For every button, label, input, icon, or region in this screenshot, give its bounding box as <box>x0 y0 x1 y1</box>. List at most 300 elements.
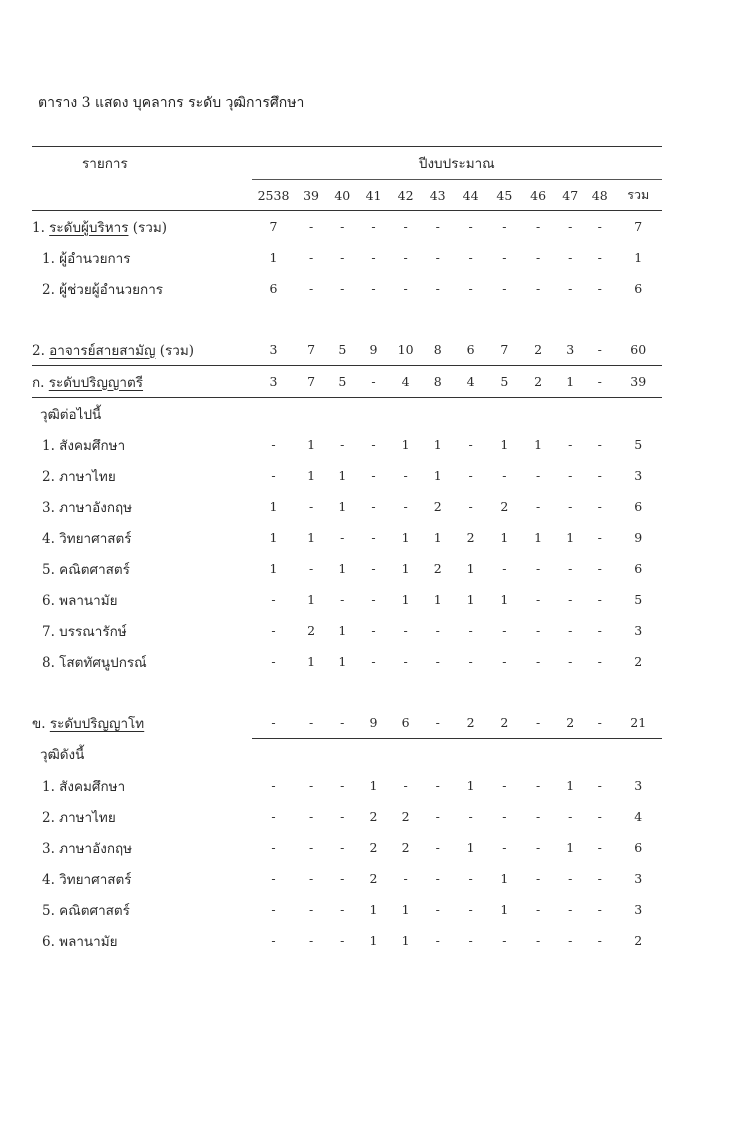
value-cell: 1 <box>466 778 475 793</box>
table-body <box>32 211 662 957</box>
table-row <box>32 522 662 553</box>
value-cell: - <box>502 219 507 234</box>
value-cell: - <box>371 592 376 607</box>
value-cell: 1 <box>307 654 316 669</box>
value-cell: - <box>403 499 408 514</box>
table-row <box>32 273 662 304</box>
value-cell: 1 <box>401 530 410 545</box>
value-cell: - <box>271 654 276 669</box>
row-label: วุฒิต่อไปนี้ <box>40 406 102 423</box>
value-cell: - <box>597 654 602 669</box>
row-prefix: ก. <box>32 374 49 391</box>
row-label: 2. ภาษาไทย <box>42 468 116 485</box>
value-cell: 8 <box>422 334 453 366</box>
row-label <box>32 707 252 739</box>
value-cell: 1 <box>307 530 316 545</box>
value-cell: - <box>536 219 541 234</box>
value-cell: - <box>597 561 602 576</box>
value-cell: 7 <box>295 334 326 366</box>
value-cell: - <box>271 437 276 452</box>
value-cell: 6 <box>453 334 488 366</box>
value-cell: 2 <box>634 654 643 669</box>
row-label: 1. สังคมศึกษา <box>42 778 126 795</box>
value-cell: 1 <box>338 499 347 514</box>
value-cell: - <box>536 592 541 607</box>
value-cell: - <box>308 840 314 855</box>
value-cell: - <box>340 840 345 855</box>
value-cell: 60 <box>615 334 663 366</box>
value-cell: - <box>403 281 408 296</box>
value-cell: - <box>568 871 573 886</box>
value-cell: - <box>340 871 345 886</box>
value-cell: 2 <box>555 707 585 739</box>
value-cell: - <box>568 437 573 452</box>
value-cell: - <box>502 654 507 669</box>
value-cell: - <box>435 219 440 234</box>
value-cell: - <box>371 499 376 514</box>
value-cell: 10 <box>389 334 422 366</box>
row-heading: ระดับปริญญาโท <box>49 715 145 732</box>
year-header-cell: 42 <box>389 180 422 211</box>
value-cell: 8 <box>422 366 453 398</box>
value-cell: 9 <box>358 707 389 739</box>
year-header-cell: 45 <box>488 180 521 211</box>
value-cell: - <box>308 250 314 265</box>
value-cell: 5 <box>634 592 643 607</box>
value-cell: - <box>371 281 376 296</box>
value-cell: - <box>403 219 408 234</box>
value-cell: - <box>371 561 376 576</box>
value-cell: 21 <box>615 707 663 739</box>
row-heading: ระดับผู้บริหาร <box>49 219 129 236</box>
value-cell: 1 <box>534 437 543 452</box>
table-row <box>32 646 662 677</box>
value-cell: 1 <box>466 592 475 607</box>
value-cell: - <box>308 778 314 793</box>
value-cell: 3 <box>634 778 643 793</box>
budget-year-header: ปีงบประมาณ <box>252 147 662 180</box>
value-cell: 3 <box>252 334 296 366</box>
value-cell: - <box>468 623 473 638</box>
value-cell: 5 <box>634 437 643 452</box>
year-header-cell: 47 <box>555 180 585 211</box>
value-cell: 1 <box>307 437 316 452</box>
value-cell: - <box>568 281 573 296</box>
value-cell: - <box>468 933 473 948</box>
value-cell: 6 <box>634 281 643 296</box>
table-row <box>32 334 662 366</box>
table-row <box>32 677 662 707</box>
value-cell: - <box>468 499 473 514</box>
value-cell: 1 <box>338 561 347 576</box>
value-cell: 1 <box>634 250 643 265</box>
value-cell: - <box>327 707 358 739</box>
value-cell: - <box>403 871 408 886</box>
year-header-cell: 41 <box>358 180 389 211</box>
value-cell: - <box>468 250 473 265</box>
value-cell: 4 <box>453 366 488 398</box>
table-row <box>32 832 662 863</box>
value-cell: - <box>271 902 276 917</box>
row-suffix: (รวม) <box>128 219 168 236</box>
value-cell: - <box>271 623 276 638</box>
value-cell: - <box>536 499 541 514</box>
value-cell: - <box>536 902 541 917</box>
value-cell: 1 <box>401 902 410 917</box>
value-cell: - <box>568 592 573 607</box>
value-cell: 1 <box>401 592 410 607</box>
value-cell: - <box>271 933 276 948</box>
value-cell: 1 <box>500 437 509 452</box>
value-cell: - <box>568 499 573 514</box>
value-cell: 39 <box>615 366 663 398</box>
value-cell: - <box>536 840 541 855</box>
value-cell: - <box>340 250 345 265</box>
value-cell: - <box>536 281 541 296</box>
value-cell: 2 <box>634 933 643 948</box>
table-row <box>32 894 662 925</box>
value-cell: - <box>308 561 314 576</box>
value-cell: - <box>403 623 408 638</box>
value-cell: - <box>568 561 573 576</box>
value-cell: - <box>468 281 473 296</box>
value-cell: - <box>435 840 440 855</box>
value-cell: - <box>468 437 473 452</box>
value-cell: - <box>468 902 473 917</box>
value-cell: 4 <box>389 366 422 398</box>
value-cell: - <box>308 219 314 234</box>
value-cell: - <box>295 707 326 739</box>
value-cell: - <box>403 250 408 265</box>
value-cell: - <box>371 623 376 638</box>
value-cell: 5 <box>488 366 521 398</box>
table-row <box>32 584 662 615</box>
value-cell: 1 <box>500 592 509 607</box>
table-row <box>32 739 662 771</box>
value-cell: - <box>271 840 276 855</box>
value-cell: - <box>340 219 345 234</box>
row-label: 2. ภาษาไทย <box>42 809 116 826</box>
year-header-cell: รวม <box>615 180 663 211</box>
value-cell: - <box>536 871 541 886</box>
row-heading: ระดับปริญญาตรี <box>48 374 144 391</box>
value-cell: - <box>597 902 602 917</box>
table-row <box>32 553 662 584</box>
row-label: 4. วิทยาศาสตร์ <box>42 871 132 888</box>
row-label: 2. ผู้ช่วยผู้อำนวยการ <box>42 281 164 298</box>
value-cell: 1 <box>338 468 347 483</box>
value-cell: 6 <box>634 840 643 855</box>
value-cell: - <box>308 499 314 514</box>
row-label: 7. บรรณารักษ์ <box>42 623 127 640</box>
value-cell: - <box>568 250 573 265</box>
value-cell: - <box>568 219 573 234</box>
value-cell: - <box>536 809 541 824</box>
value-cell: - <box>568 933 573 948</box>
value-cell: 9 <box>358 334 389 366</box>
value-cell: - <box>597 499 602 514</box>
value-cell: 3 <box>634 871 643 886</box>
value-cell: - <box>435 902 440 917</box>
value-cell: - <box>468 809 473 824</box>
value-cell: - <box>597 933 602 948</box>
value-cell: 1 <box>338 623 347 638</box>
value-cell: - <box>597 871 602 886</box>
value-cell: 3 <box>634 623 643 638</box>
value-cell: 1 <box>369 778 378 793</box>
row-label: 8. โสตทัศนูปกรณ์ <box>42 654 147 671</box>
value-cell: - <box>597 592 602 607</box>
value-cell: 5 <box>327 366 358 398</box>
value-cell: - <box>536 468 541 483</box>
value-cell: - <box>468 871 473 886</box>
value-cell: - <box>371 654 376 669</box>
value-cell: - <box>585 366 615 398</box>
value-cell: 3 <box>634 468 643 483</box>
value-cell: 2 <box>401 809 410 824</box>
year-header-cell: 39 <box>295 180 326 211</box>
value-cell: - <box>340 902 345 917</box>
value-cell: 1 <box>401 561 410 576</box>
value-cell: 2 <box>521 334 556 366</box>
year-header-row <box>32 180 662 211</box>
value-cell: - <box>308 281 314 296</box>
year-header-cell: 2538 <box>252 180 296 211</box>
value-cell: 2 <box>521 366 556 398</box>
year-header-cell: 43 <box>422 180 453 211</box>
value-cell: - <box>371 437 376 452</box>
value-cell: - <box>502 281 507 296</box>
row-prefix: ข. <box>32 715 50 732</box>
value-cell: - <box>435 654 440 669</box>
value-cell: - <box>597 468 602 483</box>
value-cell: 1 <box>369 902 378 917</box>
value-cell: 1 <box>534 530 543 545</box>
value-cell: 1 <box>500 902 509 917</box>
row-label: 4. วิทยาศาสตร์ <box>42 530 132 547</box>
value-cell: - <box>536 561 541 576</box>
value-cell: - <box>536 654 541 669</box>
value-cell: 7 <box>634 219 643 234</box>
value-cell: - <box>597 281 602 296</box>
value-cell: - <box>308 809 314 824</box>
value-cell: - <box>308 902 314 917</box>
value-cell: - <box>308 933 314 948</box>
value-cell: - <box>435 778 440 793</box>
value-cell: 1 <box>566 840 575 855</box>
table-caption: ตาราง 3 แสดง บุคลากร ระดับ วุฒิการศึกษา <box>38 95 305 111</box>
row-heading: อาจารย์สายสามัญ <box>49 342 156 359</box>
value-cell: 1 <box>500 530 509 545</box>
value-cell: 3 <box>252 366 296 398</box>
row-suffix: (รวม) <box>155 342 195 359</box>
value-cell: 1 <box>338 654 347 669</box>
value-cell: 3 <box>634 902 643 917</box>
value-cell: - <box>435 871 440 886</box>
value-cell: 2 <box>453 707 488 739</box>
row-label: 3. ภาษาอังกฤษ <box>42 840 133 857</box>
value-cell: 2 <box>500 499 509 514</box>
value-cell: - <box>435 809 440 824</box>
value-cell: 6 <box>269 281 278 296</box>
value-cell: 1 <box>466 561 475 576</box>
value-cell: - <box>271 809 276 824</box>
value-cell: 1 <box>269 499 278 514</box>
item-header: รายการ <box>32 147 252 180</box>
value-cell: 7 <box>488 334 521 366</box>
value-cell: - <box>468 654 473 669</box>
value-cell: - <box>371 468 376 483</box>
value-cell: - <box>271 468 276 483</box>
value-cell: 5 <box>327 334 358 366</box>
value-cell: - <box>403 468 408 483</box>
value-cell: 1 <box>401 437 410 452</box>
value-cell: - <box>597 530 602 545</box>
value-cell: - <box>403 654 408 669</box>
value-cell: - <box>597 219 602 234</box>
value-cell: - <box>502 840 507 855</box>
value-cell: 4 <box>634 809 643 824</box>
year-header-cell: 46 <box>521 180 556 211</box>
value-cell: - <box>340 530 345 545</box>
value-cell: - <box>371 530 376 545</box>
value-cell: 1 <box>433 468 442 483</box>
value-cell: 1 <box>307 468 316 483</box>
row-label: 6. พลานามัย <box>42 933 118 950</box>
value-cell: - <box>340 592 345 607</box>
value-cell: - <box>568 623 573 638</box>
value-cell: - <box>371 219 376 234</box>
value-cell: 1 <box>466 840 475 855</box>
value-cell: - <box>271 778 276 793</box>
table-row <box>32 460 662 491</box>
value-cell: 1 <box>269 530 278 545</box>
value-cell: 7 <box>295 366 326 398</box>
value-cell: 6 <box>389 707 422 739</box>
row-label: 3. ภาษาอังกฤษ <box>42 499 133 516</box>
value-cell: 1 <box>369 933 378 948</box>
value-cell: 1 <box>269 250 278 265</box>
value-cell: - <box>340 437 345 452</box>
value-cell: - <box>536 623 541 638</box>
value-cell: - <box>502 778 507 793</box>
value-cell: 2 <box>466 530 475 545</box>
value-cell: 1 <box>500 871 509 886</box>
table-row <box>32 801 662 832</box>
value-cell: - <box>597 840 602 855</box>
row-label: วุฒิดังนี้ <box>40 747 85 764</box>
value-cell: 2 <box>307 623 316 638</box>
row-label: 1. ผู้อำนวยการ <box>42 250 131 267</box>
value-cell: - <box>536 933 541 948</box>
value-cell: - <box>358 366 389 398</box>
table-row <box>32 211 662 243</box>
personnel-table <box>32 146 662 956</box>
row-label: 5. คณิตศาสตร์ <box>42 561 130 578</box>
value-cell: - <box>502 250 507 265</box>
row-label <box>32 366 252 398</box>
value-cell: - <box>597 809 602 824</box>
table-row <box>32 707 662 739</box>
table-row <box>32 491 662 522</box>
value-cell: - <box>422 707 453 739</box>
value-cell: - <box>568 468 573 483</box>
value-cell: 1 <box>269 561 278 576</box>
value-cell: 2 <box>433 561 442 576</box>
value-cell: - <box>340 281 345 296</box>
table-row <box>32 863 662 894</box>
value-cell: - <box>502 809 507 824</box>
value-cell: - <box>502 933 507 948</box>
value-cell: 6 <box>634 561 643 576</box>
value-cell: - <box>252 707 296 739</box>
value-cell: - <box>502 623 507 638</box>
value-cell: - <box>597 250 602 265</box>
value-cell: 2 <box>369 871 378 886</box>
value-cell: - <box>435 281 440 296</box>
value-cell: - <box>340 933 345 948</box>
value-cell: 6 <box>634 499 643 514</box>
value-cell: 2 <box>401 840 410 855</box>
value-cell: 1 <box>307 592 316 607</box>
value-cell: 2 <box>433 499 442 514</box>
value-cell: - <box>585 707 615 739</box>
value-cell: - <box>521 707 556 739</box>
value-cell: 7 <box>269 219 278 234</box>
value-cell: - <box>568 654 573 669</box>
value-cell: - <box>435 250 440 265</box>
value-cell: 2 <box>369 809 378 824</box>
year-header-cell: 40 <box>327 180 358 211</box>
value-cell: - <box>468 468 473 483</box>
row-prefix: 2. <box>32 342 50 359</box>
value-cell: - <box>371 250 376 265</box>
value-cell: 1 <box>433 437 442 452</box>
value-cell: - <box>585 334 615 366</box>
row-label <box>32 334 252 366</box>
value-cell: 3 <box>555 334 585 366</box>
value-cell: - <box>502 468 507 483</box>
row-label: 6. พลานามัย <box>42 592 118 609</box>
value-cell: 1 <box>555 366 585 398</box>
value-cell: - <box>468 219 473 234</box>
value-cell: 2 <box>488 707 521 739</box>
value-cell: - <box>435 623 440 638</box>
value-cell: - <box>340 809 345 824</box>
table-row <box>32 242 662 273</box>
value-cell: - <box>536 250 541 265</box>
table-row <box>32 366 662 398</box>
value-cell: - <box>403 778 408 793</box>
value-cell: 9 <box>634 530 643 545</box>
table-row <box>32 398 662 430</box>
row-label: 5. คณิตศาสตร์ <box>42 902 130 919</box>
value-cell: - <box>502 561 507 576</box>
value-cell: - <box>597 778 602 793</box>
row-label: 1. สังคมศึกษา <box>42 437 126 454</box>
table-row <box>32 925 662 956</box>
year-header-cell: 48 <box>585 180 615 211</box>
value-cell: 1 <box>401 933 410 948</box>
table-row <box>32 615 662 646</box>
value-cell: - <box>568 809 573 824</box>
year-header-cell: 44 <box>453 180 488 211</box>
value-cell: - <box>597 437 602 452</box>
value-cell: 1 <box>566 530 575 545</box>
value-cell: - <box>435 933 440 948</box>
value-cell: - <box>340 778 345 793</box>
value-cell: 1 <box>566 778 575 793</box>
